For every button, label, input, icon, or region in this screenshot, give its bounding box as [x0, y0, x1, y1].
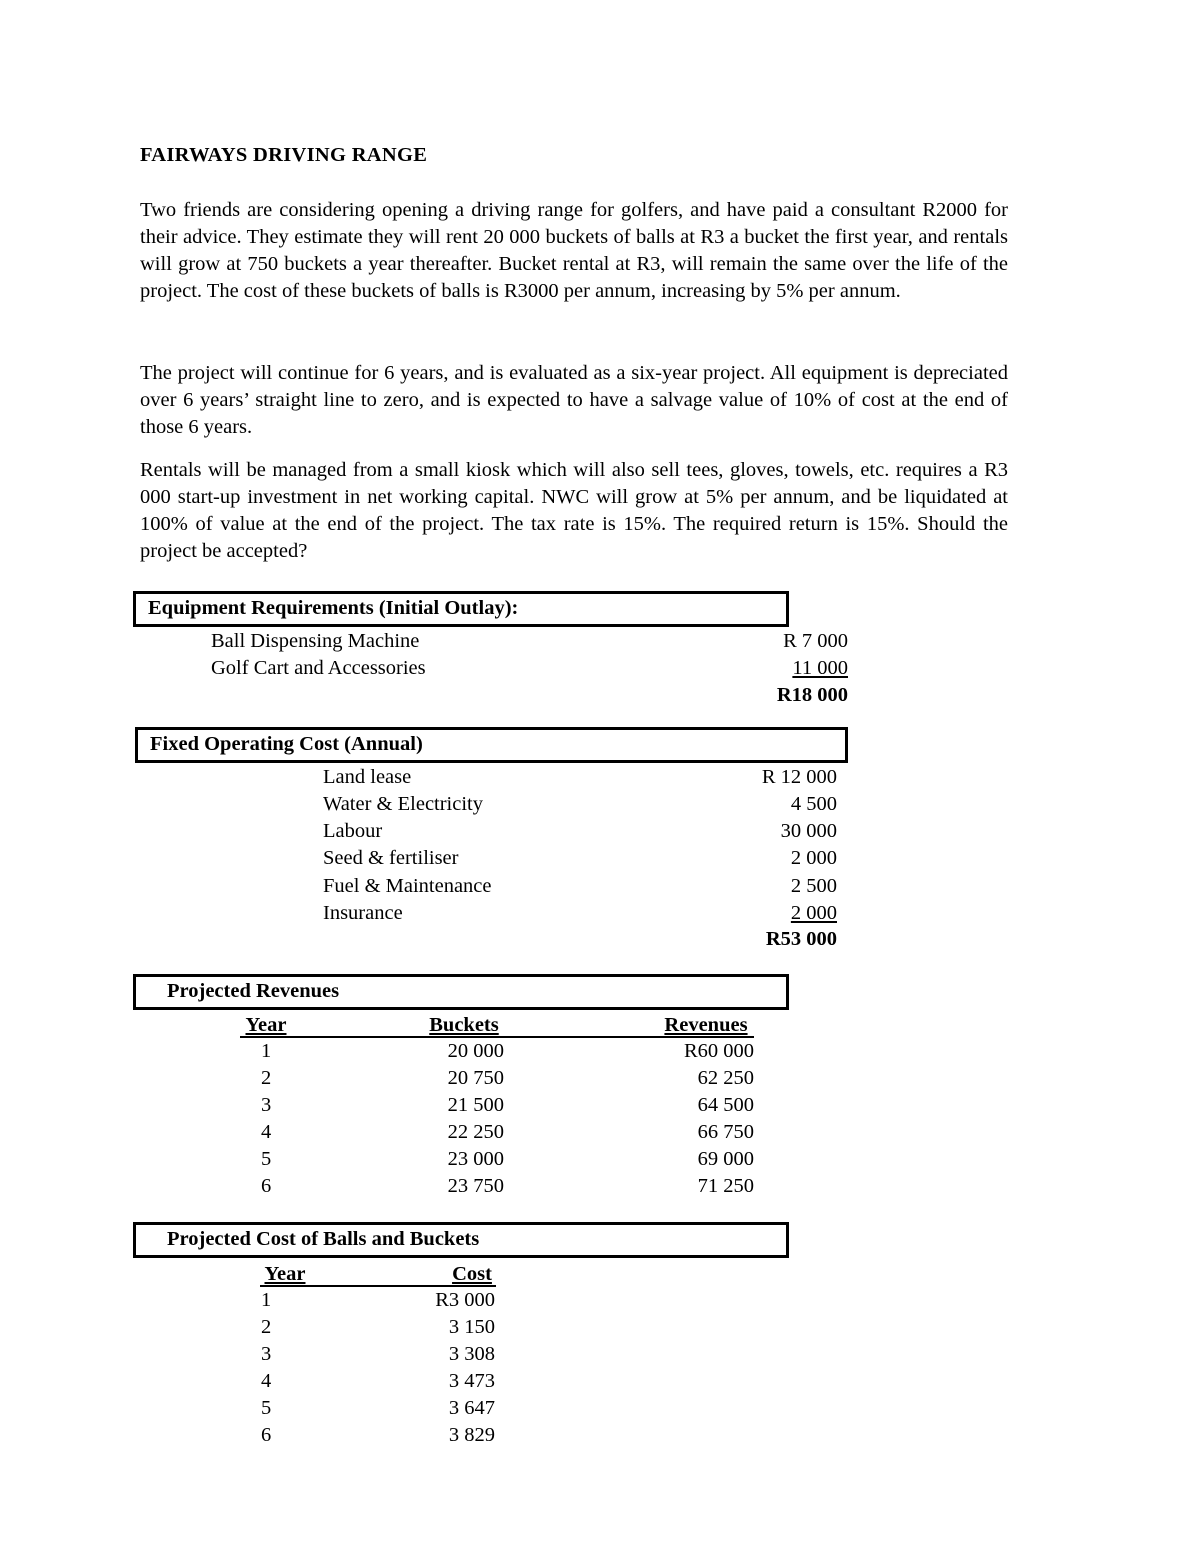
equipment-total: R18 000 — [776, 684, 848, 706]
column-header-buckets: Buckets — [429, 1014, 499, 1036]
fixed-cost-value: 2 000 — [790, 847, 837, 869]
cost-year: 6 — [261, 1424, 272, 1446]
revenue-amount: 62 250 — [697, 1067, 754, 1089]
cost-year: 3 — [261, 1343, 272, 1365]
ball-costs-heading: Projected Cost of Balls and Buckets — [167, 1228, 480, 1250]
fixed-cost-value: 30 000 — [780, 820, 837, 842]
fixed-cost-label: Labour — [323, 820, 383, 842]
revenues-heading-box — [133, 974, 789, 1010]
fixed-cost-value: 2 000 — [790, 902, 837, 924]
equipment-item-label: Ball Dispensing Machine — [211, 630, 420, 652]
revenue-amount: 71 250 — [697, 1175, 754, 1197]
fixed-cost-label: Fuel & Maintenance — [323, 875, 492, 897]
intro-paragraph: Two friends are considering opening a driving range for golfers, and have paid a consultant R2000 for their advice. They estimate they will rent 20 000 buckets of balls at R3 a bucket the first year, and rentals will grow at 750 buckets a year thereafter. Bucket rental at R3, will remain the same over the life of the project. The cost of these buckets of balls is R3000 per annum, increasing by 5% per annum. — [140, 199, 1008, 302]
fixed-cost-heading: Fixed Operating Cost (Annual) — [150, 733, 423, 755]
cost-amount: 3 150 — [448, 1316, 495, 1338]
cost-amount: 3 647 — [448, 1397, 495, 1419]
page-title: FAIRWAYS DRIVING RANGE — [140, 144, 428, 166]
column-header-revenues: Revenues — [664, 1014, 748, 1036]
column-header-year: Year — [245, 1014, 287, 1036]
revenue-year: 2 — [261, 1067, 272, 1089]
fixed-cost-value: 4 500 — [790, 793, 837, 815]
revenue-amount: 64 500 — [697, 1094, 754, 1116]
cost-year: 2 — [261, 1316, 272, 1338]
fixed-cost-total: R53 000 — [765, 928, 837, 950]
equipment-item-value: R 7 000 — [783, 630, 848, 652]
cost-amount: 3 473 — [448, 1370, 495, 1392]
revenue-buckets: 20 000 — [447, 1040, 504, 1062]
fixed-cost-label: Seed & fertiliser — [323, 847, 459, 869]
cost-amount: 3 829 — [448, 1424, 495, 1446]
equipment-item-value: 11 000 — [792, 657, 848, 679]
column-header-year: Year — [264, 1263, 306, 1285]
revenue-buckets: 20 750 — [447, 1067, 504, 1089]
revenue-year: 4 — [261, 1121, 272, 1143]
cost-amount: R3 000 — [435, 1289, 495, 1311]
fixed-cost-heading-box — [135, 727, 848, 763]
equipment-heading: Equipment Requirements (Initial Outlay): — [148, 597, 519, 619]
fixed-cost-value: 2 500 — [790, 875, 837, 897]
fixed-cost-label: Water & Electricity — [323, 793, 483, 815]
revenue-amount: R60 000 — [683, 1040, 754, 1062]
ball-costs-heading-box — [133, 1222, 789, 1258]
revenue-buckets: 23 000 — [447, 1148, 504, 1170]
revenue-year: 5 — [261, 1148, 272, 1170]
working-capital-paragraph: Rentals will be managed from a small kiosk which will also sell tees, gloves, towels, etc. requires a R3 000 start-up investment in net working capital. NWC will grow at 5% per annum, and be liquidated at 100% of value at the end of the project. The tax rate is 15%. The required return is 15%. Should the project be accepted? — [140, 459, 1008, 562]
revenue-buckets: 23 750 — [447, 1175, 504, 1197]
revenue-year: 1 — [261, 1040, 272, 1062]
fixed-cost-value: R 12 000 — [761, 766, 837, 788]
revenue-amount: 66 750 — [697, 1121, 754, 1143]
revenue-amount: 69 000 — [697, 1148, 754, 1170]
cost-year: 1 — [261, 1289, 272, 1311]
cost-year: 5 — [261, 1397, 272, 1419]
revenues-heading: Projected Revenues — [167, 980, 340, 1002]
equipment-heading-box — [133, 591, 789, 627]
column-header-cost: Cost — [452, 1263, 492, 1285]
fixed-cost-label: Land lease — [323, 766, 412, 788]
cost-year: 4 — [261, 1370, 272, 1392]
project-duration-paragraph: The project will continue for 6 years, and is evaluated as a six-year project. All equipment is depreciated over 6 years’ straight line to zero, and is expected to have a salvage value of 10% of cost at the end of those 6 years. — [140, 362, 1008, 438]
equipment-item-label: Golf Cart and Accessories — [211, 657, 426, 679]
revenue-year: 3 — [261, 1094, 272, 1116]
revenue-buckets: 21 500 — [447, 1094, 504, 1116]
revenue-year: 6 — [261, 1175, 272, 1197]
revenue-buckets: 22 250 — [447, 1121, 504, 1143]
cost-amount: 3 308 — [448, 1343, 495, 1365]
fixed-cost-label: Insurance — [323, 902, 403, 924]
